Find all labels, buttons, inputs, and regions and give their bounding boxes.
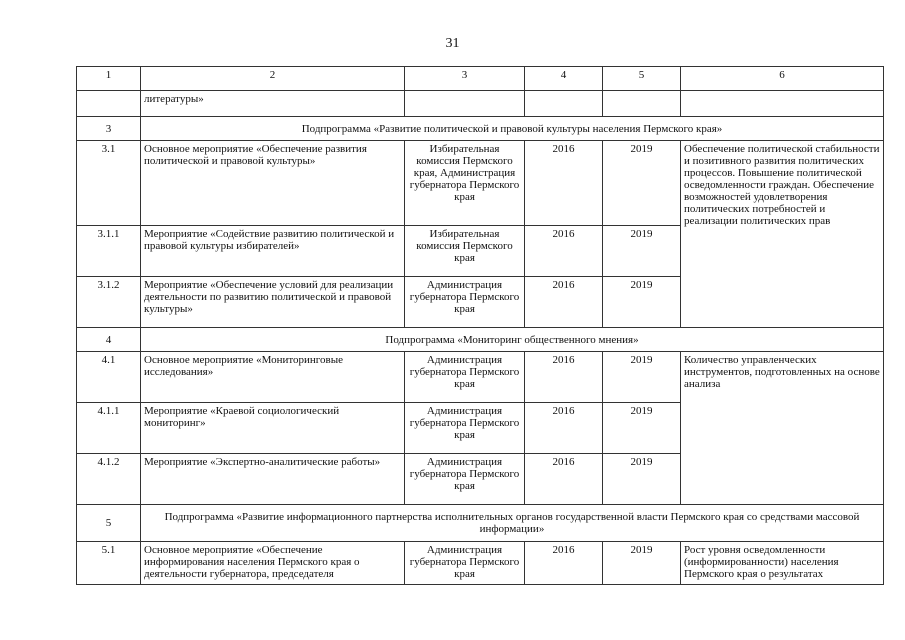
header-cell-2: 2 (141, 67, 405, 91)
cell-executor: Администрация губернатора Пермского края (405, 454, 525, 505)
cell-event: Основное мероприятие «Обеспечение развития политической и правовой культуры» (141, 141, 405, 226)
header-cell-6: 6 (681, 67, 884, 91)
cell-event: Основное мероприятие «Обеспечение информирования населения Пермского края о деятельности губернатора, председателя (141, 542, 405, 585)
subprogram-title: Подпрограмма «Развитие информационного партнерства исполнительных органов государственной власти Пермского края со средствами массовой информации» (141, 505, 884, 542)
cell-event: Основное мероприятие «Мониторинговые исследования» (141, 352, 405, 403)
header-cell-3: 3 (405, 67, 525, 91)
cell-start: 2016 (525, 454, 603, 505)
cell-executor: Избирательная комиссия Пермского края, Администрация губернатора Пермского края (405, 141, 525, 226)
cell-end: 2019 (603, 226, 681, 277)
cell-end: 2019 (603, 542, 681, 585)
cell-end: 2019 (603, 277, 681, 328)
cell-num: 4.1 (77, 352, 141, 403)
cell-num: 3.1.1 (77, 226, 141, 277)
cell-start (525, 91, 603, 117)
table-row-3-1 (77, 141, 884, 226)
table-row-5-1 (77, 542, 884, 585)
cell-end: 2019 (603, 403, 681, 454)
page-number: 31 (445, 36, 460, 51)
cell-start: 2016 (525, 352, 603, 403)
subprogram-row-4 (77, 328, 884, 352)
cell-executor: Администрация губернатора Пермского края (405, 542, 525, 585)
cell-event: Мероприятие «Экспертно-аналитические работы» (141, 454, 405, 505)
subprogram-number: 3 (77, 117, 141, 141)
cell-num: 4.1.2 (77, 454, 141, 505)
cell-start: 2016 (525, 403, 603, 454)
subprogram-number: 5 (77, 505, 141, 542)
cell-end: 2019 (603, 352, 681, 403)
cell-start: 2016 (525, 141, 603, 226)
cell-executor: Администрация губернатора Пермского края (405, 277, 525, 328)
header-cell-5: 5 (603, 67, 681, 91)
cell-start: 2016 (525, 226, 603, 277)
program-table (76, 66, 884, 585)
cell-num (77, 91, 141, 117)
subprogram-row-5 (77, 505, 884, 542)
cell-executor: Администрация губернатора Пермского края (405, 352, 525, 403)
table-row-continuation (77, 91, 884, 117)
cell-event: Мероприятие «Обеспечение условий для реализации деятельности по развитию политической и правовой культуры» (141, 277, 405, 328)
cell-num: 3.1 (77, 141, 141, 226)
cell-event: Мероприятие «Краевой социологический мониторинг» (141, 403, 405, 454)
cell-num: 5.1 (77, 542, 141, 585)
cell-num: 3.1.2 (77, 277, 141, 328)
cell-result (681, 91, 884, 117)
cell-start: 2016 (525, 277, 603, 328)
cell-num: 4.1.1 (77, 403, 141, 454)
cell-end: 2019 (603, 141, 681, 226)
header-cell-4: 4 (525, 67, 603, 91)
cell-result: Рост уровня осведомленности (информированности) населения Пермского края о результатах (681, 542, 884, 585)
cell-event: Мероприятие «Содействие развитию политической и правовой культуры избирателей» (141, 226, 405, 277)
cell-end: 2019 (603, 454, 681, 505)
subprogram-row-3 (77, 117, 884, 141)
cell-end (603, 91, 681, 117)
subprogram-title: Подпрограмма «Развитие политической и правовой культуры населения Пермского края» (141, 117, 884, 141)
cell-event: литературы» (141, 91, 405, 117)
table-header-row (77, 67, 884, 91)
cell-executor (405, 91, 525, 117)
subprogram-title: Подпрограмма «Мониторинг общественного мнения» (141, 328, 884, 352)
header-cell-1: 1 (77, 67, 141, 91)
cell-start: 2016 (525, 542, 603, 585)
cell-result: Количество управленческих инструментов, подготовленных на основе анализа (681, 352, 884, 505)
subprogram-number: 4 (77, 328, 141, 352)
table-row-4-1 (77, 352, 884, 403)
cell-executor: Избирательная комиссия Пермского края (405, 226, 525, 277)
cell-executor: Администрация губернатора Пермского края (405, 403, 525, 454)
cell-result: Обеспечение политической стабильности и позитивного развития политических процессов. Повышение политической осведомленности граждан. Обеспечение возможностей удовлетворения политических потребностей и реализации политических прав (681, 141, 884, 328)
